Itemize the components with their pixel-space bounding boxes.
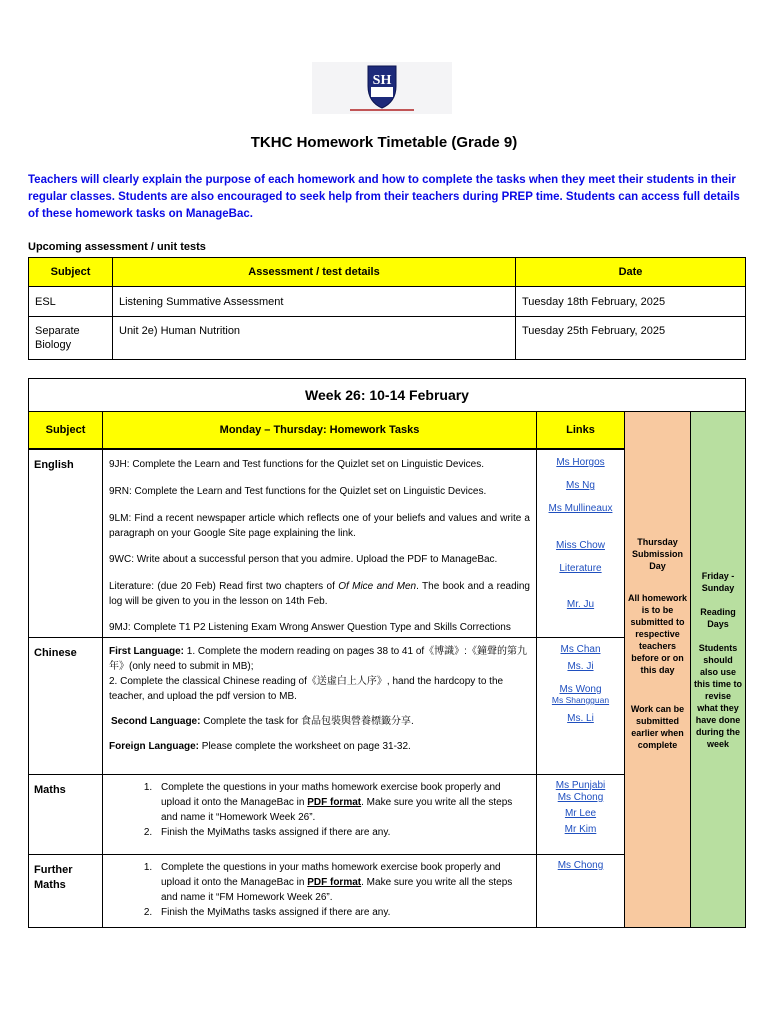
teacher-link[interactable]: Ms Shangguan xyxy=(551,695,610,705)
teacher-link[interactable]: Ms Ng xyxy=(566,480,595,491)
pdf-format-note: PDF format xyxy=(307,877,362,888)
chinese-second-language xyxy=(109,714,530,729)
assessment-date: Tuesday 25th February, 2025 xyxy=(516,317,746,360)
english-task-text: Literature: (due 20 Feb) Read first two chapters of xyxy=(109,581,339,592)
english-task xyxy=(109,579,530,609)
homework-week-table xyxy=(28,378,746,928)
teacher-link[interactable]: Ms Punjabi xyxy=(555,780,606,791)
first-language-task: 1. Complete the modern reading on pages 38 to 41 of《博識》:《鐘聲的第九年》(only need to submit in MB); xyxy=(109,646,527,672)
further-maths-task: 2. Finish the MyiMaths tasks assigned if there are any. xyxy=(155,905,530,920)
further-maths-task-list xyxy=(109,860,530,920)
teacher-link[interactable]: Miss Chow xyxy=(556,540,605,551)
assessment-row xyxy=(29,317,746,360)
assessment-header-details: Assessment / test details xyxy=(113,258,516,287)
submission-column xyxy=(625,412,691,928)
further-maths-tasks xyxy=(103,855,537,928)
maths-task-text: Complete the questions in your maths homework exercise book properly and upload it onto the ManageBac in xyxy=(161,782,501,808)
teacher-link[interactable]: Ms Mullineaux xyxy=(548,503,613,514)
maths-task-list xyxy=(109,780,530,840)
english-tasks xyxy=(103,450,537,638)
english-task: 9MJ: Complete T1 P2 Listening Exam Wrong Answer Question Type and Skills Corrections xyxy=(109,622,511,633)
reading-subheading: Reading Days xyxy=(700,607,736,629)
subject-further-maths: Further Maths xyxy=(29,855,103,928)
assessment-header-subject: Subject xyxy=(29,258,113,287)
further-maths-links xyxy=(537,855,625,928)
reading-days-column xyxy=(691,412,746,928)
english-links xyxy=(537,450,625,638)
further-maths-task xyxy=(155,860,530,905)
literature-link[interactable]: Literature xyxy=(559,563,602,574)
further-maths-task-text: Complete the questions in your maths homework exercise book properly and upload it onto the ManageBac in xyxy=(161,862,501,888)
teacher-link[interactable]: Ms Chong xyxy=(557,792,604,803)
maths-task xyxy=(155,780,530,825)
second-language-label: Second Language: xyxy=(111,716,201,727)
teacher-link[interactable]: Ms. Ji xyxy=(567,661,594,672)
english-task: 9JH: Complete the Learn and Test functions for the Quizlet set on Linguistic Devices. xyxy=(109,459,485,470)
chinese-tasks xyxy=(103,638,537,775)
maths-links xyxy=(537,775,625,855)
teacher-link[interactable]: Mr Lee xyxy=(564,808,597,819)
assessment-row xyxy=(29,287,746,317)
english-task: 9WC: Write about a successful person that you admire. Upload the PDF to ManageBac. xyxy=(109,554,498,565)
submission-early-text: Work can be submitted earlier when complete xyxy=(630,704,685,750)
subject-english: English xyxy=(29,450,103,638)
maths-task: 2. Finish the MyiMaths tasks assigned if there are any. xyxy=(155,825,530,840)
assessment-subject: Separate Biology xyxy=(29,317,113,360)
assessment-header-row xyxy=(29,258,746,287)
header-subject: Subject xyxy=(29,412,103,449)
reading-text: Students should also use this time to revise what they have done during the week xyxy=(694,643,743,749)
maths-task-text: . Make sure you write all the steps and name it “Homework Week 26”. xyxy=(161,797,513,823)
teacher-link[interactable]: Ms Chong xyxy=(557,860,604,871)
page-title: TKHC Homework Timetable (Grade 9) xyxy=(250,134,518,151)
intro-text: Teachers will clearly explain the purpose of each homework and how to complete the tasks when they meet their students in their regular classes. Students are also encouraged to seek help from their teachers during PREP time. Students can access full details of these homework tasks on ManageBac. xyxy=(28,174,740,220)
assessment-details: Unit 2e) Human Nutrition xyxy=(113,317,516,360)
chinese-first-language xyxy=(109,644,530,674)
teacher-link[interactable]: Ms Horgos xyxy=(556,457,605,468)
logo-letters: SH xyxy=(372,73,392,88)
teacher-link[interactable]: Mr Kim xyxy=(564,824,597,835)
week-title: Week 26: 10-14 February xyxy=(29,379,746,412)
submission-text: All homework is to be submitted to respective teachers before or on this day xyxy=(628,593,688,675)
first-language-label: First Language: xyxy=(109,646,185,657)
school-crest-logo xyxy=(312,62,452,114)
subject-chinese: Chinese xyxy=(29,638,103,775)
assessment-date: Tuesday 18th February, 2025 xyxy=(516,287,746,317)
assessment-subject: ESL xyxy=(29,287,113,317)
assessment-table xyxy=(28,257,746,360)
submission-heading: Thursday Submission Day xyxy=(631,537,683,571)
teacher-link[interactable]: Ms Chan xyxy=(560,644,601,655)
chinese-links xyxy=(537,638,625,775)
reading-heading: Friday - Sunday xyxy=(701,571,735,593)
assessment-details: Listening Summative Assessment xyxy=(113,287,516,317)
english-task-text: . The book and a reading log will be given to you in the lesson on 14th Feb. xyxy=(109,581,530,607)
header-tasks: Monday – Thursday: Homework Tasks xyxy=(103,412,537,449)
second-language-task: Complete the task for 食品包裝與營養標籤分享. xyxy=(200,716,414,727)
upcoming-heading: Upcoming assessment / unit tests xyxy=(28,241,206,253)
book-title: Of Mice and Men xyxy=(338,581,417,592)
teacher-link[interactable]: Mr. Ju xyxy=(566,599,595,610)
chinese-foreign-language xyxy=(109,739,530,754)
teacher-link[interactable]: Ms Wong xyxy=(559,684,602,695)
foreign-language-task: Please complete the worksheet on page 31-32. xyxy=(199,741,411,752)
maths-tasks xyxy=(103,775,537,855)
assessment-header-date: Date xyxy=(516,258,746,287)
pdf-format-note: PDF format xyxy=(307,797,362,808)
subject-maths: Maths xyxy=(29,775,103,855)
further-maths-task-text: . Make sure you write all the steps and name it “FM Homework Week 26”. xyxy=(161,877,513,903)
chinese-first-language-2: 2. Complete the classical Chinese reading of《送虛白上人序》, hand the hardcopy to the teacher, and upload the pdf version to MB. xyxy=(109,676,504,702)
header-links: Links xyxy=(537,412,625,449)
english-task: 9LM: Find a recent newspaper article which reflects one of your beliefs and values and write a paragraph on your Google Site page explaining the link. xyxy=(109,513,530,539)
foreign-language-label: Foreign Language: xyxy=(109,741,199,752)
english-task: 9RN: Complete the Learn and Test functions for the Quizlet set on Linguistic Devices. xyxy=(109,486,487,497)
teacher-link[interactable]: Ms. Li xyxy=(567,713,594,724)
